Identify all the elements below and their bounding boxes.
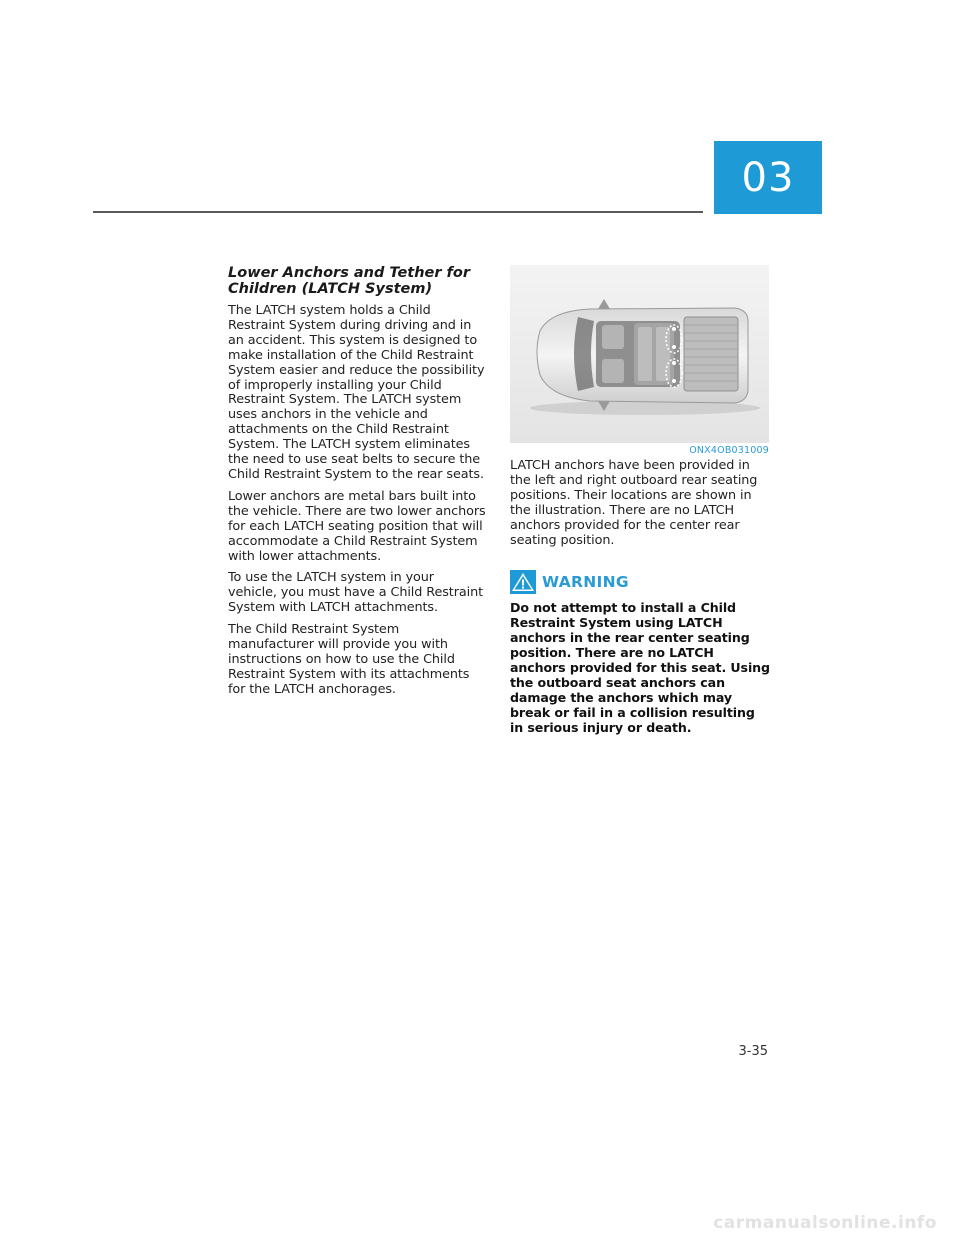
warning-header [510,570,770,594]
warning-label: WARNING [542,573,629,592]
header-rule [93,211,703,213]
paragraph-anchor-locations: LATCH anchors have been provided in the left and right outboard rear seating positions. Their locations are shown in the illustration. There are no LATCH anchors provided for the center rear seating position. [510,458,758,548]
paragraph-lower-anchors: Lower anchors are metal bars built into the vehicle. There are two lower anchors for each LATCH seating position that will accommodate a Child Restraint System with lower attachments. [228,488,486,564]
page-number: 3-35 [738,1044,768,1059]
warning-triangle-icon [510,570,536,594]
chapter-number: 03 [741,154,795,201]
left-column [228,265,486,705]
warning-text: Do not attempt to install a Child Restraint System using LATCH anchors in the rear center seating position. There are no LATCH anchors provided for this seat. Using the outboard seat anchors can damage the anchors which may break or fail in a collision resulting in serious injury or death. [510,600,770,736]
paragraph-latch-use: To use the LATCH system in your vehicle, you must have a Child Restraint System with LATCH attachments. [228,570,484,616]
right-column [510,265,770,735]
paragraph-latch-intro: The LATCH system holds a Child Restraint System during driving and in an accident. This system is designed to make installation of the Child Restraint System easier and reduce the possibility of improperly installing your Child Restraint System. The LATCH system uses anchors in the vehicle and attachments on the Child Restraint System. The LATCH system eliminates the need to use seat belts to secure the Child Restraint System to the rear seats. [228,303,485,482]
figure-code: ONX4OB031009 [689,445,769,456]
vehicle-top-view-figure [510,265,769,443]
watermark: carmanualsonline.info [713,1213,937,1233]
paragraph-manufacturer: The Child Restraint System manufacturer will provide you with instructions on how to use the Child Restraint System with its attachments for the LATCH anchorages. [228,622,470,697]
vehicle-top-view-icon [510,265,769,443]
section-heading: Lower Anchors and Tether for Children (LATCH System) [228,265,470,297]
chapter-tab [714,141,822,214]
